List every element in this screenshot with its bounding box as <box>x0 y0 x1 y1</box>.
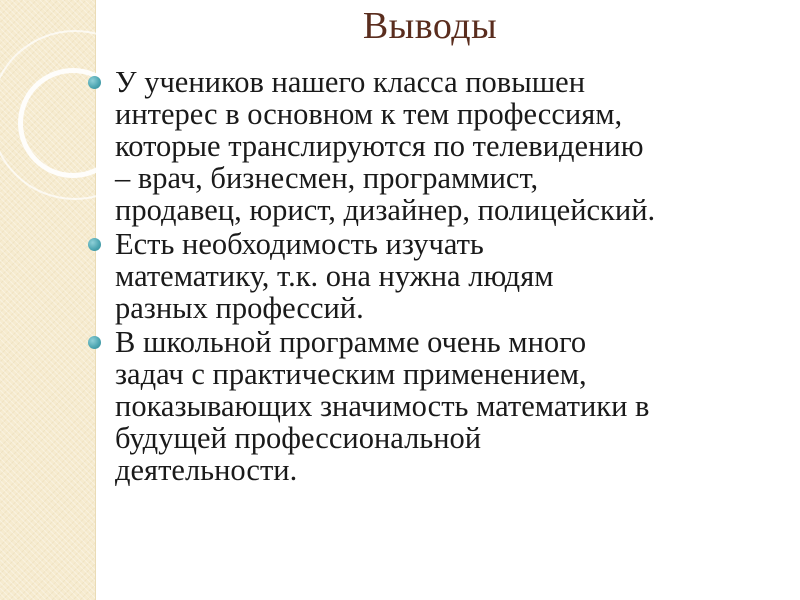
bullet-icon <box>88 336 101 349</box>
bullet-text-line: разных профессий. <box>115 291 364 325</box>
bullet-text-line: интерес в основном к тем профессиям, <box>115 97 623 131</box>
bullet-text-line: деятельности. <box>115 453 298 487</box>
bullet-text-line: У учеников нашего класса повышен <box>115 65 586 99</box>
bullet-text-line: показывающих значимость математики в <box>115 389 650 423</box>
bullet-text-line: математику, т.к. она нужна людям <box>115 259 554 293</box>
bullet-icon <box>88 76 101 89</box>
bullet-item <box>85 66 795 226</box>
bullet-text-line: продавец, юрист, дизайнер, полицейский. <box>115 193 656 227</box>
bullet-text-line: которые транслируются по телевидению <box>115 129 644 163</box>
bullet-item <box>85 326 795 486</box>
bullet-text-line: В школьной программе очень много <box>115 325 587 359</box>
bullet-text-line: задач с практическим применением, <box>115 357 587 391</box>
bullet-text-line: Есть необходимость изучать <box>115 227 484 261</box>
slide-title: Выводы <box>362 5 498 47</box>
bullet-text-line: будущей профессиональной <box>115 421 482 455</box>
bullet-icon <box>88 238 101 251</box>
bullet-list <box>85 66 795 488</box>
bullet-text-line: – врач, бизнесмен, программист, <box>115 161 539 195</box>
bullet-item <box>85 228 795 324</box>
